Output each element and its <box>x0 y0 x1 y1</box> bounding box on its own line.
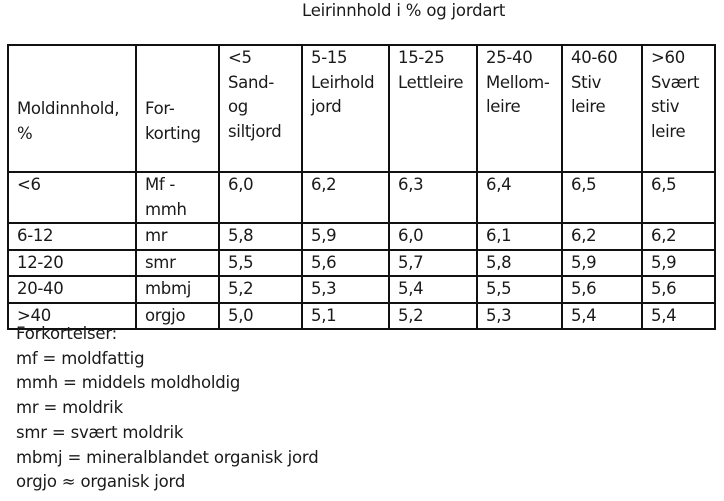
table-row <box>8 250 715 277</box>
cell-value: 6,2 <box>642 223 715 250</box>
cell-value: 5,5 <box>219 250 302 277</box>
table-row <box>8 276 715 303</box>
header-row <box>8 45 715 172</box>
cell-value: 5,0 <box>219 303 302 330</box>
cell-value: 6,0 <box>219 172 302 223</box>
cell-value: 6,3 <box>389 172 477 223</box>
header-lettleire: 15-25 Lettleire <box>389 45 477 172</box>
cell-value: 6,0 <box>389 223 477 250</box>
cell-value: 5,6 <box>562 276 642 303</box>
cell-moldinnhold: <6 <box>8 172 136 223</box>
cell-value: 5,1 <box>302 303 389 330</box>
cell-value: 5,8 <box>477 250 562 277</box>
cell-value: 5,9 <box>302 223 389 250</box>
cell-value: 6,2 <box>562 223 642 250</box>
cell-forkorting: mbmj <box>136 276 219 303</box>
cell-value: 6,4 <box>477 172 562 223</box>
table-row <box>8 172 715 223</box>
legend-item: mr = moldrik <box>16 398 123 418</box>
cell-forkorting: mr <box>136 223 219 250</box>
abbreviation-legend <box>16 322 319 495</box>
cell-forkorting: Mf - mmh <box>136 172 219 223</box>
cell-forkorting: orgjo <box>136 303 219 330</box>
cell-value: 5,7 <box>389 250 477 277</box>
header-mellomleire: 25-40 Mellom- leire <box>477 45 562 172</box>
cell-value: 5,8 <box>219 223 302 250</box>
cell-value: 5,2 <box>219 276 302 303</box>
cell-value: 5,3 <box>302 276 389 303</box>
cell-value: 5,9 <box>562 250 642 277</box>
cell-value: 6,5 <box>562 172 642 223</box>
cell-value: 6,5 <box>642 172 715 223</box>
legend-item: smr = svært moldrik <box>16 422 184 442</box>
cell-value: 6,2 <box>302 172 389 223</box>
header-moldinnhold: Moldinnhold, % <box>8 45 136 172</box>
header-forkorting: For- korting <box>136 45 219 172</box>
cell-moldinnhold: 6-12 <box>8 223 136 250</box>
cell-value: 5,6 <box>302 250 389 277</box>
cell-moldinnhold: 20-40 <box>8 276 136 303</box>
cell-moldinnhold: >40 <box>8 303 136 330</box>
legend-item: mmh = middels moldholdig <box>16 373 241 393</box>
cell-value: 5,9 <box>642 250 715 277</box>
cell-forkorting: smr <box>136 250 219 277</box>
legend-item: mbmj = mineralblandet organisk jord <box>16 447 319 467</box>
cell-moldinnhold: 12-20 <box>8 250 136 277</box>
cell-value: 5,4 <box>562 303 642 330</box>
header-stiv-leire: 40-60 Stiv leire <box>562 45 642 172</box>
cell-value: 5,4 <box>642 303 715 330</box>
cell-value: 5,3 <box>477 303 562 330</box>
cell-value: 5,4 <box>389 276 477 303</box>
table-caption: Leirinnhold i % og jordart <box>302 1 506 20</box>
header-sand-siltjord: <5 Sand- og siltjord <box>219 45 302 172</box>
legend-title: Forkortelser: <box>16 324 118 343</box>
legend-item: orgjo ≈ organisk jord <box>16 472 186 492</box>
ph-table <box>7 44 716 330</box>
cell-value: 5,6 <box>642 276 715 303</box>
header-leirhold-jord: 5-15 Leirhold jord <box>302 45 389 172</box>
cell-value: 5,2 <box>389 303 477 330</box>
cell-value: 6,1 <box>477 223 562 250</box>
legend-item: mf = moldfattig <box>16 348 145 368</box>
header-svaert-stiv-leire: >60 Svært stiv leire <box>642 45 715 172</box>
cell-value: 5,5 <box>477 276 562 303</box>
table-row <box>8 223 715 250</box>
